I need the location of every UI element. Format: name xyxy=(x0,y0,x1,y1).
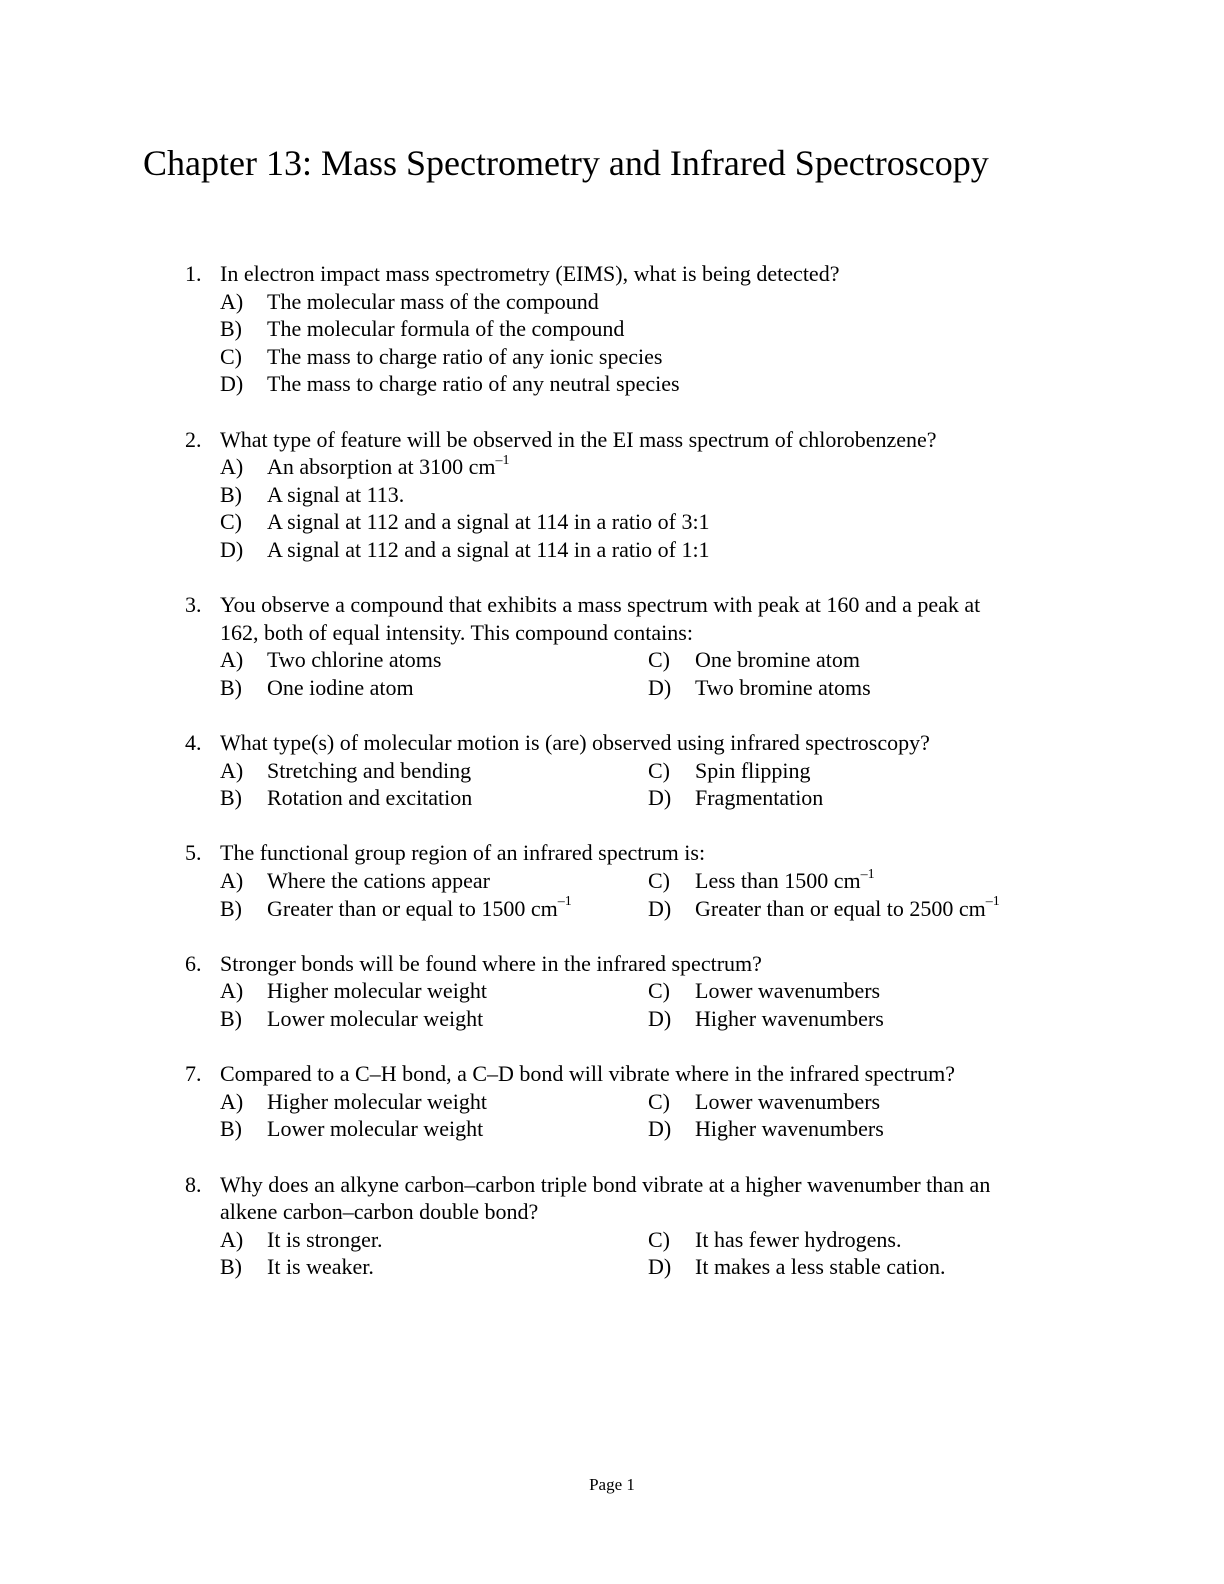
option-b: B) One iodine atom xyxy=(220,674,414,700)
question-text: 3. You observe a compound that exhibits a mass spectrum with peak at 160 and a peak at 162, both of equal intensity. This compound contains: xyxy=(185,592,981,645)
option-a: A) The molecular mass of the compound xyxy=(220,288,599,314)
option-d: D) A signal at 112 and a signal at 114 in a ratio of 1:1 xyxy=(220,536,710,562)
question-1 xyxy=(185,260,1065,398)
options xyxy=(185,757,1065,812)
superscript: –1 xyxy=(985,894,1000,910)
option-a: A) It is stronger. xyxy=(220,1226,383,1252)
question-text: 8. Why does an alkyne carbon–carbon triple bond vibrate at a higher wavenumber than an alkene carbon–carbon double bond? xyxy=(185,1171,991,1225)
question-4 xyxy=(185,729,1065,812)
option-b: B) Greater than or equal to 1500 $cm^{-1}$ xyxy=(220,894,572,921)
options xyxy=(185,1226,1065,1281)
question-list xyxy=(185,260,1065,1309)
option-d: D) It makes a less stable cation. xyxy=(648,1254,946,1280)
option-c: C) A signal at 112 and a signal at 114 in a ratio of 3:1 xyxy=(220,509,710,535)
question-2 xyxy=(185,426,1065,564)
option-b: B) A signal at 113. xyxy=(220,481,405,507)
question-8 xyxy=(185,1171,1065,1281)
option-a: A) Where the cations appear xyxy=(220,868,490,894)
option-b: B) It is weaker. xyxy=(220,1254,374,1280)
question-7 xyxy=(185,1060,1065,1143)
option-c: C) The mass to charge ratio of any ionic species xyxy=(220,343,663,369)
option-d: D) Fragmentation xyxy=(648,785,824,811)
question-number: 6. xyxy=(185,950,202,976)
question-text: 7. Compared to a C–H bond, a C–D bond will vibrate where in the infrared spectrum? xyxy=(185,1061,955,1087)
option-c: C) One bromine atom xyxy=(648,647,860,673)
page-number: Page 1 xyxy=(589,1475,635,1494)
option-a: A) An absorption at 3100 $cm^{-1}$ xyxy=(220,452,510,480)
options xyxy=(185,977,1065,1032)
question-text: 5. The functional group region of an infrared spectrum is: xyxy=(185,840,706,866)
question-6 xyxy=(185,950,1065,1033)
option-c: C) Less than 1500 $cm^{-1}$ xyxy=(648,866,875,894)
question-text: 1. In electron impact mass spectrometry (EIMS), what is being detected? xyxy=(185,261,840,286)
question-5 xyxy=(185,839,1065,922)
option-b: B) Lower molecular weight xyxy=(220,1116,484,1142)
options xyxy=(185,867,1065,922)
superscript: –1 xyxy=(860,866,875,882)
option-b: B) Lower molecular weight xyxy=(220,1006,484,1032)
question-number: 2. xyxy=(185,426,202,452)
option-b: B) The molecular formula of the compound xyxy=(220,316,625,342)
option-d: D) Higher wavenumbers xyxy=(648,1116,884,1142)
question-number: 3. xyxy=(185,592,202,618)
option-a: A) Higher molecular weight xyxy=(220,978,487,1004)
question-number: 1. xyxy=(185,261,202,286)
option-c: C) Spin flipping xyxy=(648,757,811,783)
option-d: D) The mass to charge ratio of any neutral species xyxy=(220,371,680,397)
option-a: A) Higher molecular weight xyxy=(220,1088,487,1114)
question-number: 5. xyxy=(185,840,202,866)
question-text: 4. What type(s) of molecular motion is (are) observed using infrared spectroscopy? xyxy=(185,730,930,756)
option-b: B) Rotation and excitation xyxy=(220,785,473,811)
question-number: 4. xyxy=(185,730,202,756)
options xyxy=(185,453,1065,563)
question-3 xyxy=(185,591,1065,701)
options xyxy=(185,646,1065,701)
option-a: A) Two chlorine atoms xyxy=(220,647,442,673)
question-text: 6. Stronger bonds will be found where in the infrared spectrum? xyxy=(185,950,762,976)
option-d: D) Higher wavenumbers xyxy=(648,1006,884,1032)
option-d: D) Two bromine atoms xyxy=(648,674,871,700)
option-d: D) Greater than or equal to 2500 $cm^{-1}$ xyxy=(648,894,1000,921)
option-c: C) Lower wavenumbers xyxy=(648,1088,881,1114)
option-c: C) It has fewer hydrogens. xyxy=(648,1226,902,1252)
superscript: –1 xyxy=(557,894,572,910)
option-c: C) Lower wavenumbers xyxy=(648,978,881,1004)
option-a: A) Stretching and bending xyxy=(220,757,472,783)
options xyxy=(185,1088,1065,1143)
question-number: 8. xyxy=(185,1171,202,1197)
superscript: –1 xyxy=(495,452,510,468)
options xyxy=(185,288,1065,398)
question-number: 7. xyxy=(185,1061,202,1087)
question-text: 2. What type of feature will be observed in the EI mass spectrum of chlorobenzene? xyxy=(185,426,937,452)
page-title: Chapter 13: Mass Spectrometry and Infrared Spectroscopy xyxy=(143,143,989,183)
